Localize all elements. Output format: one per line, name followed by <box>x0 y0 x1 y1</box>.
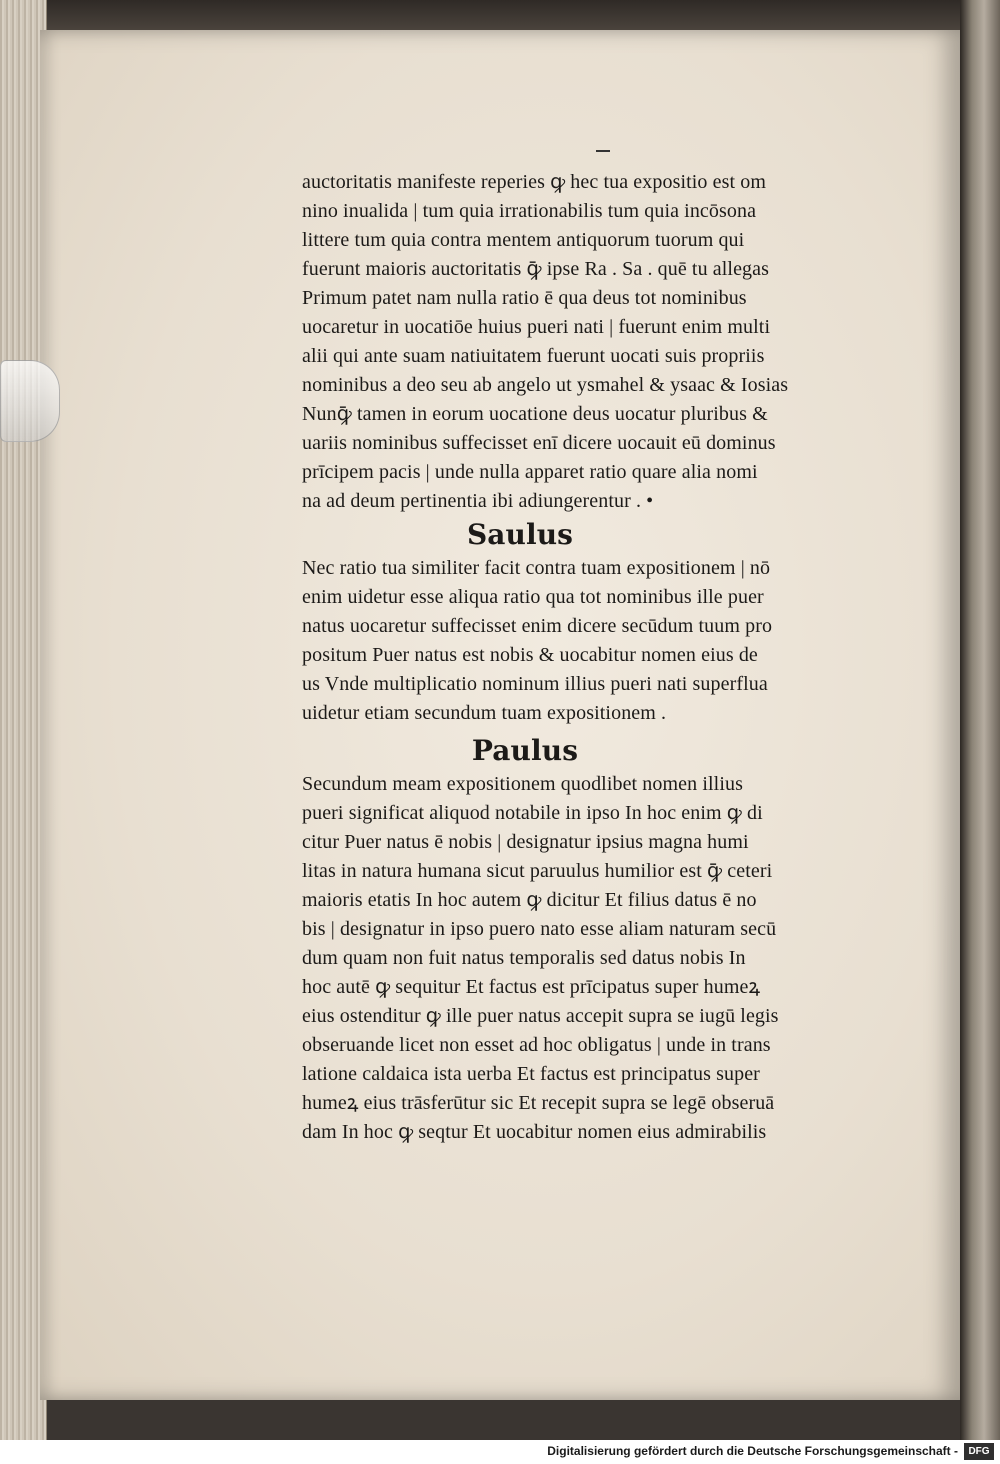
text-line: prīcipem pacis | unde nulla apparet ratio quare alia nomi <box>302 461 758 483</box>
text-line: natus uocaretur suffecisset enim dicere secūdum tuum pro <box>302 615 773 637</box>
heading-paulus: Paulus <box>471 734 579 767</box>
paragraph-3 <box>302 770 858 1147</box>
text-line: humeꝝ eius trāsferūtur sic Et recepit supra se legē obseruā <box>302 1092 775 1114</box>
text-line: auctoritatis manifeste reperies ꝙ hec tua expositio est om <box>302 171 767 193</box>
text-line: nominibus a deo seu ab angelo ut ysmahel & ysaac & Iosias <box>302 374 789 396</box>
text-line: littere tum quia contra mentem antiquorum tuorum qui <box>302 229 745 251</box>
text-line: Primum patet nam nulla ratio ē qua deus tot nominibus <box>302 287 747 309</box>
plastic-page-clip <box>0 360 60 442</box>
text-line: bis | designatur in ipso puero nato esse aliam naturam secū <box>302 918 777 940</box>
paragraph-2 <box>302 554 858 728</box>
text-line: maioris etatis In hoc autem ꝙ dicitur Et filius datus ē no <box>302 889 757 911</box>
top-dash-mark <box>596 150 610 152</box>
text-line: nino inualida | tum quia irrationabilis tum quia incōsona <box>302 200 757 222</box>
text-line: uidetur etiam secundum tuam expositionem . <box>302 702 667 724</box>
funding-credit: Digitalisierung gefördert durch die Deutsche Forschungsgemeinschaft - <box>547 1444 958 1458</box>
text-line: obseruande licet non esset ad hoc obligatus | unde in trans <box>302 1034 771 1056</box>
text-line: uariis nominibus suffecisset enī dicere uocauit eū dominus <box>302 432 776 454</box>
text-line: Secundum meam expositionem quodlibet nomen illius <box>302 773 743 795</box>
text-line: latione caldaica ista uerba Et factus est principatus super <box>302 1063 760 1085</box>
dfg-logo: DFG <box>964 1443 994 1460</box>
text-line: us Vnde multiplicatio nominum illius pueri nati superflua <box>302 673 768 695</box>
text-line: dum quam non fuit natus temporalis sed datus nobis In <box>302 947 746 969</box>
text-line: hoc autē ꝙ sequitur Et factus est prīcipatus super humeꝝ <box>302 976 761 998</box>
text-line: enim uidetur esse aliqua ratio qua tot nominibus ille puer <box>302 586 764 608</box>
binding-shadow-top <box>0 0 1000 30</box>
text-line: Nec ratio tua similiter facit contra tuam expositionem | nō <box>302 557 771 579</box>
text-line: positum Puer natus est nobis & uocabitur nomen eius de <box>302 644 758 666</box>
heading-saulus: Saulus <box>466 518 574 551</box>
text-line: Nunꝙ̄ tamen in eorum uocatione deus uocatur pluribus & <box>302 403 768 425</box>
text-line: litas in natura humana sicut paruulus humilior est ꝙ̄ ceteri <box>302 860 773 882</box>
paragraph-1 <box>302 168 858 516</box>
text-line: alii qui ante suam natiuitatem fuerunt uocati suis propriis <box>302 345 765 367</box>
text-line: pueri significat aliquod notabile in ipso In hoc enim ꝙ di <box>302 802 763 824</box>
text-line: dam In hoc ꝙ seqtur Et uocabitur nomen eius admirabilis <box>302 1121 767 1143</box>
page-text <box>302 168 858 1147</box>
right-page-edges <box>960 0 1000 1440</box>
text-line: uocaretur in uocatiōe huius pueri nati | fuerunt enim multi <box>302 316 771 338</box>
text-line: na ad deum pertinentia ibi adiungerentur . • <box>302 490 654 512</box>
text-line: eius ostenditur ꝙ ille puer natus accepit supra se iugū legis <box>302 1005 779 1027</box>
text-line: citur Puer natus ē nobis | designatur ipsius magna humi <box>302 831 749 853</box>
footer-bar <box>0 1440 1000 1464</box>
text-line: fuerunt maioris auctoritatis ꝙ̄ ipse Ra . Sa . quē tu allegas <box>302 258 770 280</box>
